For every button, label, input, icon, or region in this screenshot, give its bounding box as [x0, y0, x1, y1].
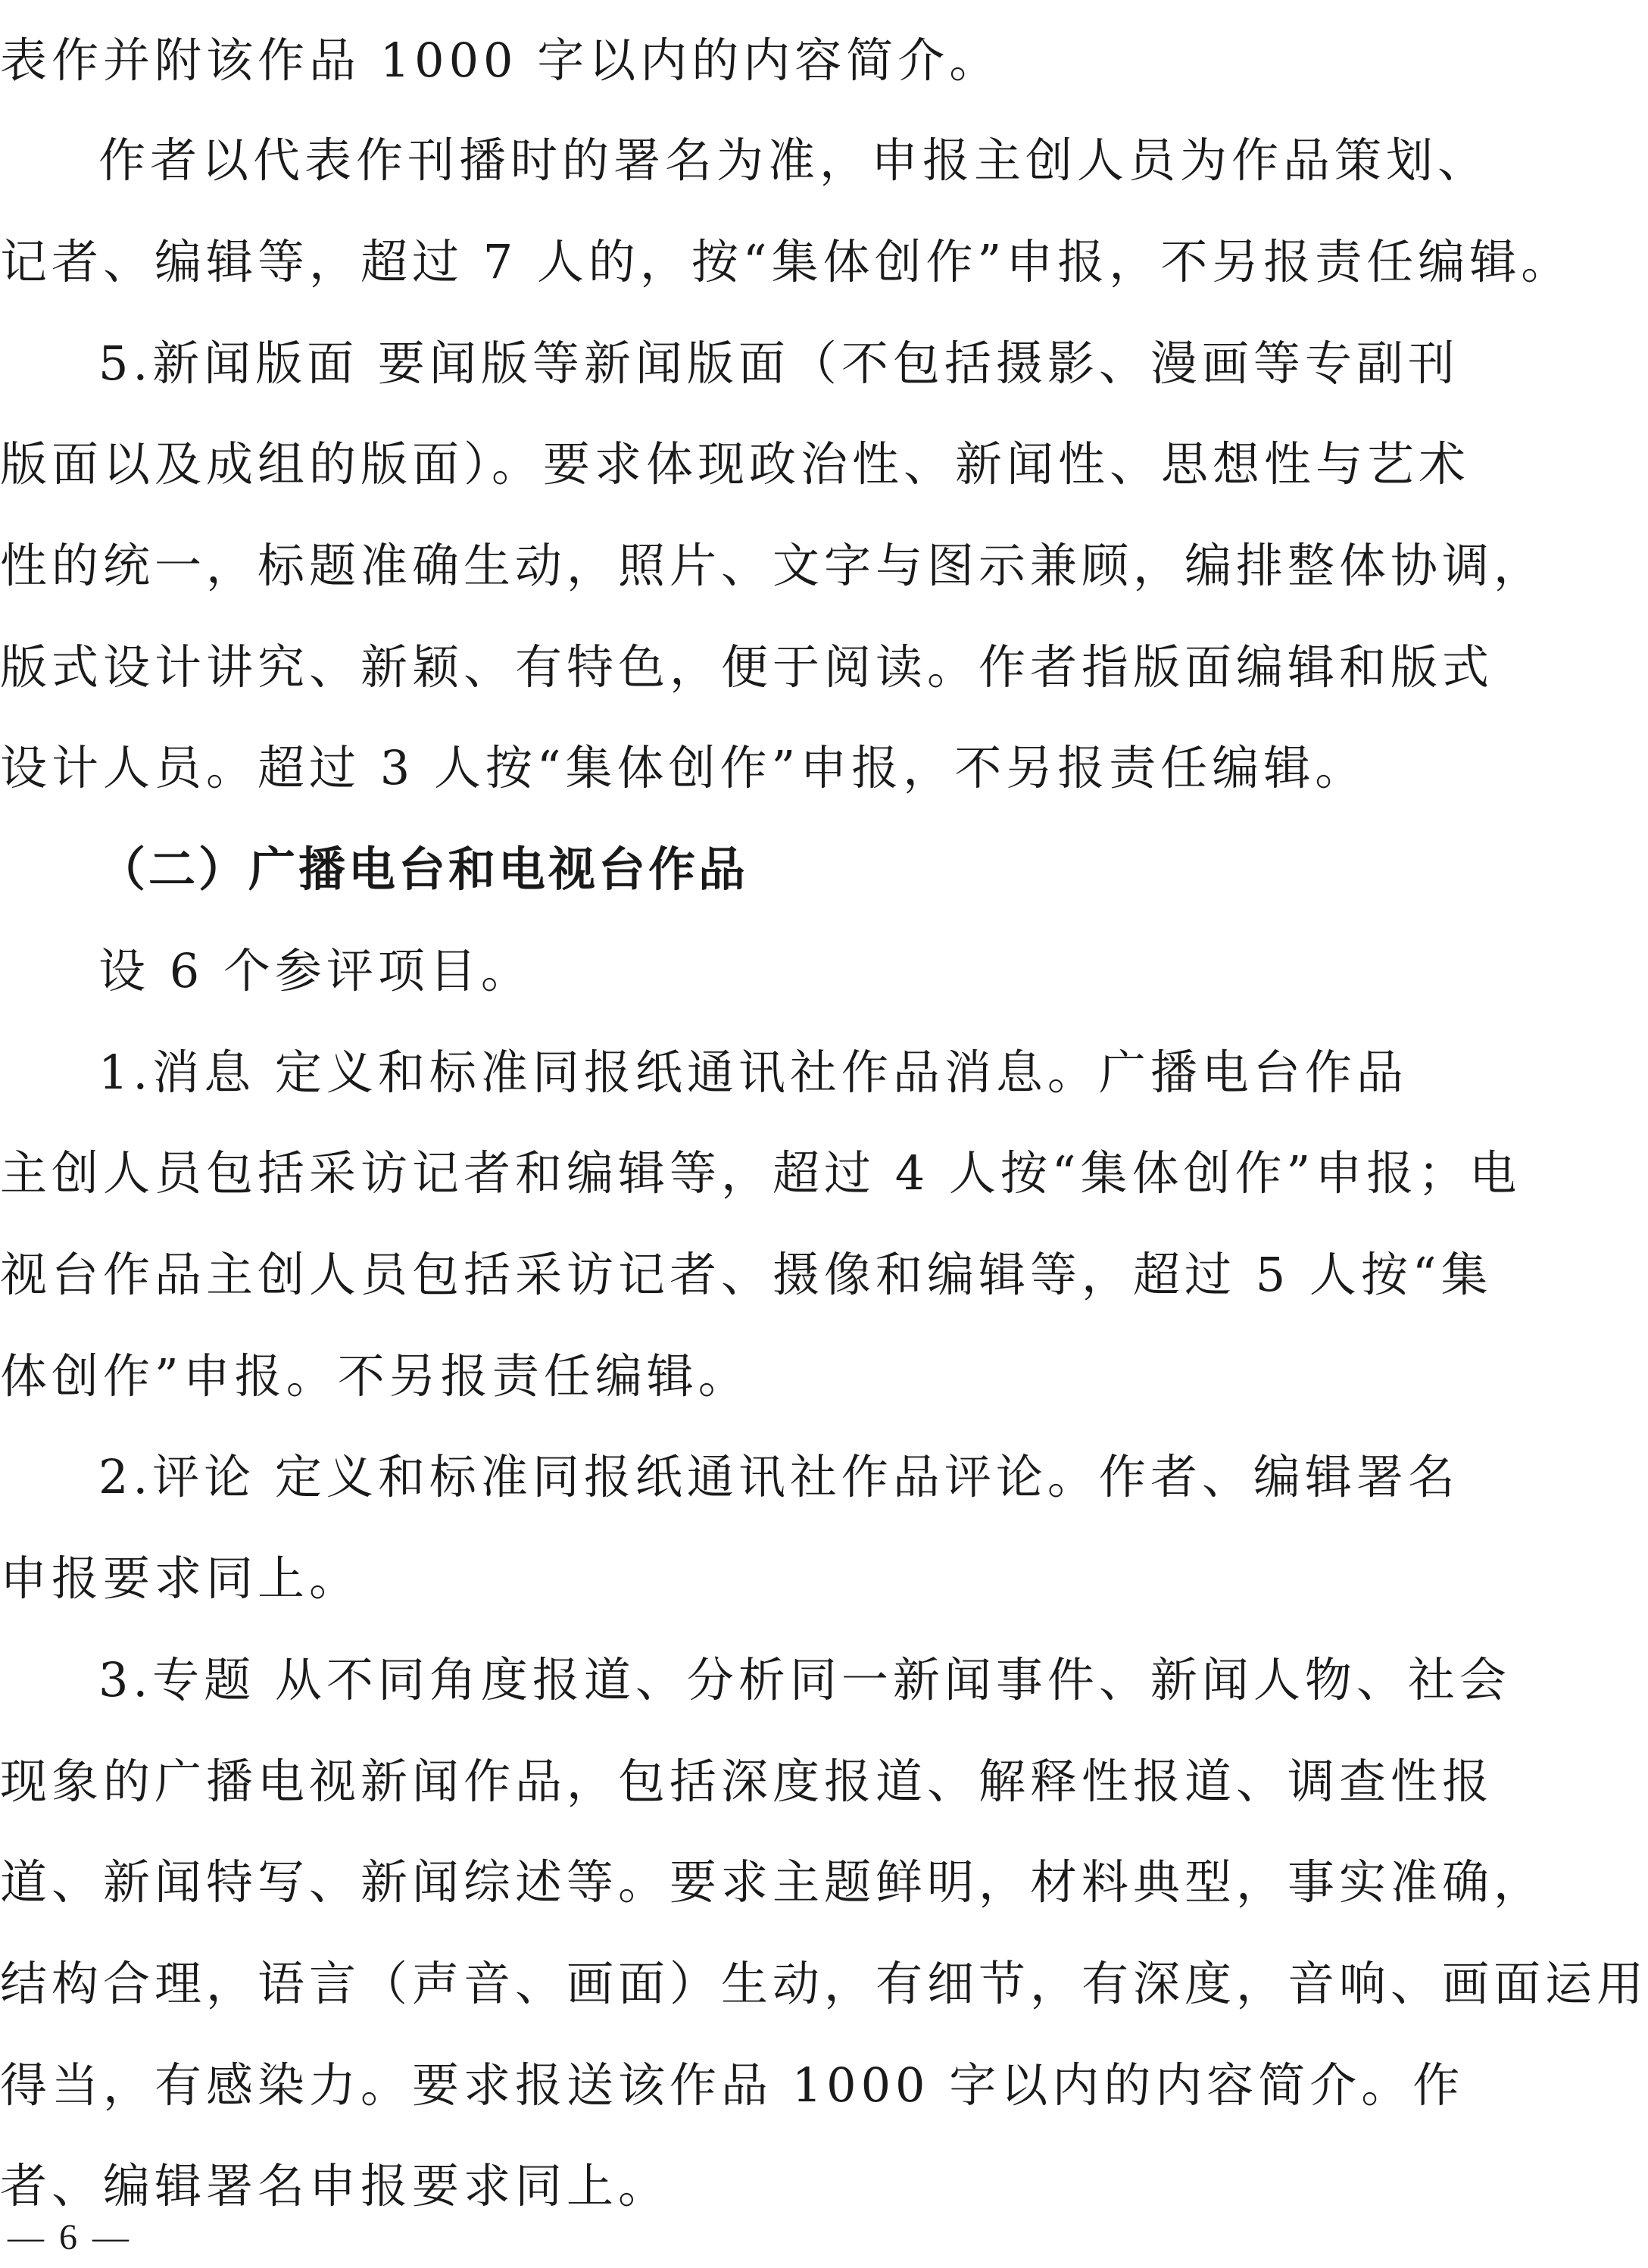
text-line: 1.消息 定义和标准同报纸通讯社作品消息。广播电台作品 — [98, 1045, 1408, 1100]
text-line: 者、编辑署名申报要求同上。 — [0, 2158, 670, 2213]
page-number: — 6 — — [8, 2217, 132, 2257]
text-line: 得当，有感染力。要求报送该作品 1000 字以内的内容简介。作 — [0, 2057, 1465, 2113]
text-line: 结构合理，语言（声音、画面）生动，有细节，有深度，音响、画面运用 — [0, 1956, 1648, 2011]
section-heading: （二）广播电台和电视台作品 — [98, 842, 749, 897]
text-line: 5.新闻版面 要闻版等新闻版面（不包括摄影、漫画等专副刊 — [98, 336, 1459, 391]
text-line: 现象的广播电视新闻作品，包括深度报道、解释性报道、调查性报 — [0, 1754, 1494, 1809]
text-line: 道、新闻特写、新闻综述等。要求主题鲜明，材料典型，事实准确， — [0, 1854, 1546, 1910]
text-line: 设计人员。超过 3 人按“集体创作”申报，不另报责任编辑。 — [0, 740, 1367, 795]
text-line: 主创人员包括采访记者和编辑等，超过 4 人按“集体创作”申报；电 — [0, 1145, 1522, 1201]
text-line: 版式设计讲究、新颖、有特色，便于阅读。作者指版面编辑和版式 — [0, 639, 1494, 695]
text-line: 申报要求同上。 — [0, 1551, 361, 1606]
text-line: 性的统一，标题准确生动，照片、文字与图示兼顾，编排整体协调， — [0, 538, 1546, 593]
text-line: 体创作”申报。不另报责任编辑。 — [0, 1348, 750, 1404]
text-line: 作者以代表作刊播时的署名为准，申报主创人员为作品策划、 — [98, 133, 1490, 188]
text-line: 2.评论 定义和标准同报纸通讯社作品评论。作者、编辑署名 — [98, 1449, 1459, 1504]
text-line: 3.专题 从不同角度报道、分析同一新闻事件、新闻人物、社会 — [98, 1652, 1511, 1707]
text-line: 设 6 个参评项目。 — [98, 943, 532, 998]
text-line: 视台作品主创人员包括采访记者、摄像和编辑等，超过 5 人按“集 — [0, 1247, 1493, 1302]
text-line: 表作并附该作品 1000 字以内的内容简介。 — [0, 33, 1001, 88]
text-line: 版面以及成组的版面）。要求体现政治性、新闻性、思想性与艺术 — [0, 436, 1471, 492]
text-line: 记者、编辑等，超过 7 人的，按“集体创作”申报，不另报责任编辑。 — [0, 234, 1573, 289]
